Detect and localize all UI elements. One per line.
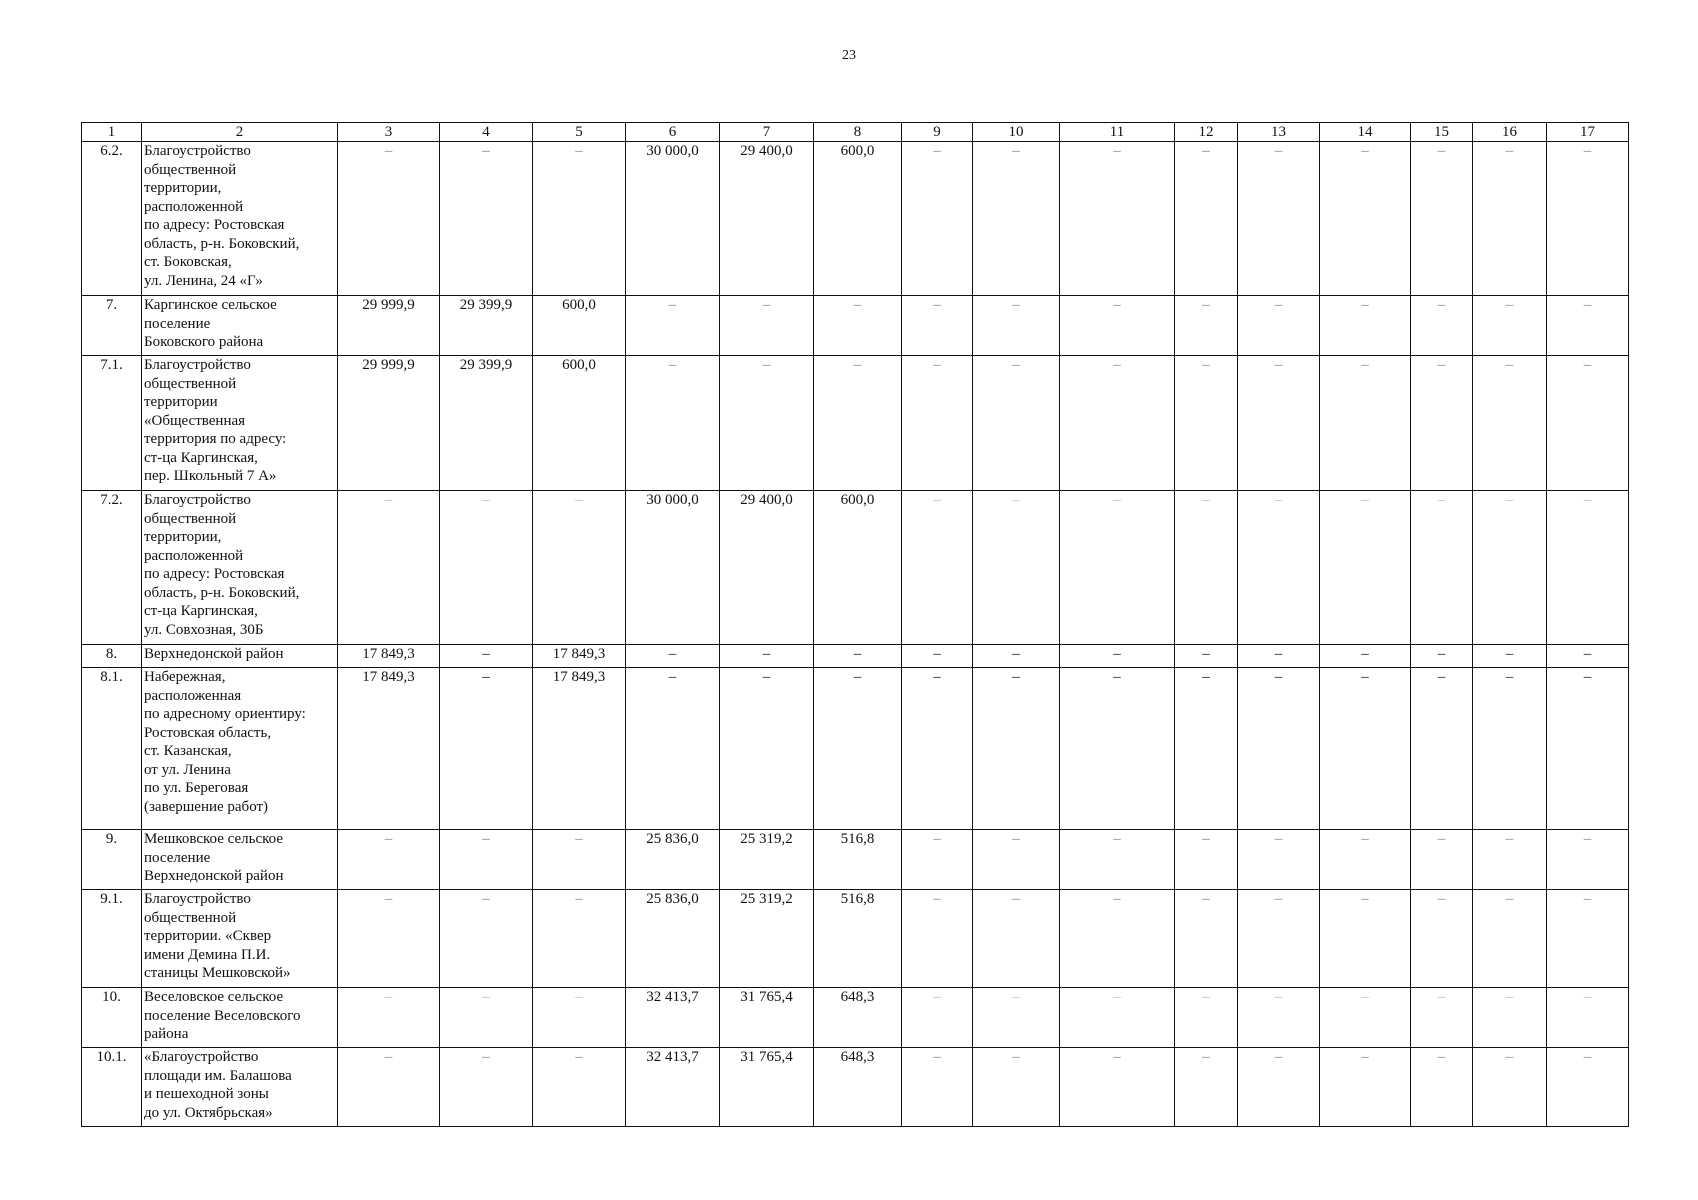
value-cell: –: [720, 296, 814, 356]
value-cell: –: [1320, 830, 1411, 890]
value-cell: –: [533, 142, 626, 296]
row-number-cell: 10.1.: [82, 1048, 142, 1127]
value-cell: –: [973, 491, 1060, 645]
table-row: [82, 830, 1629, 890]
table-body: [82, 142, 1629, 1127]
value-cell: –: [533, 830, 626, 890]
value-cell: –: [720, 668, 814, 830]
value-cell: –: [1411, 491, 1473, 645]
value-cell: 29 399,9: [440, 356, 533, 491]
value-cell: –: [626, 296, 720, 356]
value-cell: 648,3: [814, 988, 902, 1048]
value-cell: –: [973, 142, 1060, 296]
row-number-cell: 8.1.: [82, 668, 142, 830]
object-name-cell: Набережная, расположенная по адресному ориентиру: Ростовская область, ст. Казанская, от ул. Ленина по ул. Береговая (завершение работ): [142, 668, 338, 830]
value-cell: –: [440, 890, 533, 988]
value-cell: –: [902, 142, 973, 296]
value-cell: –: [1473, 491, 1547, 645]
value-cell: –: [1547, 142, 1629, 296]
value-cell: –: [1175, 1048, 1238, 1127]
column-header: 9: [902, 123, 973, 142]
row-number-cell: 6.2.: [82, 142, 142, 296]
value-cell: 25 836,0: [626, 890, 720, 988]
value-cell: –: [1411, 356, 1473, 491]
value-cell: –: [814, 668, 902, 830]
column-header: 17: [1547, 123, 1629, 142]
table-row: [82, 668, 1629, 830]
value-cell: –: [1238, 356, 1320, 491]
object-name-cell: «Благоустройство площади им. Балашова и пешеходной зоны до ул. Октябрьская»: [142, 1048, 338, 1127]
value-cell: 17 849,3: [533, 668, 626, 830]
value-cell: –: [1238, 491, 1320, 645]
value-cell: –: [1060, 830, 1175, 890]
value-cell: –: [1175, 491, 1238, 645]
value-cell: –: [533, 890, 626, 988]
value-cell: –: [1238, 142, 1320, 296]
value-cell: –: [1547, 890, 1629, 988]
table-row: [82, 142, 1629, 296]
value-cell: –: [1547, 988, 1629, 1048]
value-cell: –: [1238, 668, 1320, 830]
column-header: 4: [440, 123, 533, 142]
column-header: 3: [338, 123, 440, 142]
table-row: [82, 1048, 1629, 1127]
value-cell: –: [1320, 645, 1411, 668]
value-cell: –: [1238, 1048, 1320, 1127]
value-cell: 600,0: [814, 142, 902, 296]
value-cell: –: [1175, 830, 1238, 890]
value-cell: 17 849,3: [533, 645, 626, 668]
value-cell: –: [338, 830, 440, 890]
value-cell: –: [1238, 645, 1320, 668]
value-cell: –: [1411, 296, 1473, 356]
row-number-cell: 7.: [82, 296, 142, 356]
value-cell: –: [973, 890, 1060, 988]
value-cell: –: [973, 668, 1060, 830]
value-cell: –: [902, 988, 973, 1048]
value-cell: –: [338, 890, 440, 988]
table-row: [82, 296, 1629, 356]
value-cell: –: [626, 668, 720, 830]
object-name-cell: Каргинское сельское поселение Боковского района: [142, 296, 338, 356]
value-cell: –: [1175, 296, 1238, 356]
value-cell: –: [1547, 1048, 1629, 1127]
value-cell: –: [1320, 1048, 1411, 1127]
value-cell: –: [1060, 491, 1175, 645]
object-name-cell: Верхнедонской район: [142, 645, 338, 668]
value-cell: –: [338, 988, 440, 1048]
row-number-cell: 7.1.: [82, 356, 142, 491]
value-cell: –: [1473, 296, 1547, 356]
row-number-cell: 7.2.: [82, 491, 142, 645]
value-cell: –: [973, 645, 1060, 668]
column-header: 16: [1473, 123, 1547, 142]
value-cell: –: [1473, 890, 1547, 988]
value-cell: –: [814, 645, 902, 668]
value-cell: –: [440, 491, 533, 645]
value-cell: 29 999,9: [338, 356, 440, 491]
value-cell: 29 399,9: [440, 296, 533, 356]
value-cell: 516,8: [814, 830, 902, 890]
value-cell: 600,0: [533, 296, 626, 356]
value-cell: –: [1473, 668, 1547, 830]
value-cell: –: [1175, 356, 1238, 491]
value-cell: –: [1547, 645, 1629, 668]
value-cell: –: [902, 296, 973, 356]
value-cell: 600,0: [814, 491, 902, 645]
value-cell: –: [1547, 356, 1629, 491]
table-row: [82, 356, 1629, 491]
column-header: 15: [1411, 123, 1473, 142]
value-cell: –: [440, 142, 533, 296]
value-cell: –: [1473, 1048, 1547, 1127]
value-cell: –: [626, 645, 720, 668]
value-cell: 32 413,7: [626, 1048, 720, 1127]
object-name-cell: Веселовское сельское поселение Веселовского района: [142, 988, 338, 1048]
row-number-cell: 9.: [82, 830, 142, 890]
value-cell: 600,0: [533, 356, 626, 491]
page-number: 23: [842, 48, 856, 63]
column-header: 2: [142, 123, 338, 142]
value-cell: –: [902, 491, 973, 645]
value-cell: –: [338, 142, 440, 296]
object-name-cell: Мешковское сельское поселение Верхнедонской район: [142, 830, 338, 890]
value-cell: 29 999,9: [338, 296, 440, 356]
value-cell: –: [533, 1048, 626, 1127]
table-row: [82, 890, 1629, 988]
value-cell: –: [1060, 1048, 1175, 1127]
object-name-cell: Благоустройство общественной территории. «Сквер имени Демина П.И. станицы Мешковской»: [142, 890, 338, 988]
value-cell: –: [1060, 890, 1175, 988]
value-cell: –: [1175, 645, 1238, 668]
column-header: 14: [1320, 123, 1411, 142]
value-cell: 29 400,0: [720, 142, 814, 296]
table-row: [82, 988, 1629, 1048]
object-name-cell: Благоустройство общественной территории, расположенной по адресу: Ростовская область, р-н. Боковский, ст. Боковская, ул. Ленина, 24 «Г»: [142, 142, 338, 296]
value-cell: –: [1060, 668, 1175, 830]
value-cell: –: [1060, 356, 1175, 491]
value-cell: –: [1320, 668, 1411, 830]
column-header: 6: [626, 123, 720, 142]
value-cell: –: [1060, 142, 1175, 296]
value-cell: 31 765,4: [720, 988, 814, 1048]
value-cell: –: [338, 1048, 440, 1127]
value-cell: 30 000,0: [626, 491, 720, 645]
column-header: 8: [814, 123, 902, 142]
object-name-cell: Благоустройство общественной территории, расположенной по адресу: Ростовская область, р-н. Боковский, ст-ца Каргинская, ул. Совхозная, 30Б: [142, 491, 338, 645]
value-cell: –: [1238, 296, 1320, 356]
value-cell: –: [720, 645, 814, 668]
value-cell: –: [1473, 645, 1547, 668]
value-cell: –: [720, 356, 814, 491]
column-header: 13: [1238, 123, 1320, 142]
value-cell: –: [1547, 296, 1629, 356]
value-cell: 25 836,0: [626, 830, 720, 890]
value-cell: –: [1320, 142, 1411, 296]
value-cell: –: [1411, 1048, 1473, 1127]
column-header: 1: [82, 123, 142, 142]
value-cell: –: [973, 1048, 1060, 1127]
value-cell: 648,3: [814, 1048, 902, 1127]
object-name-cell: Благоустройство общественной территории «Общественная территория по адресу: ст-ца Каргинская, пер. Школьный 7 А»: [142, 356, 338, 491]
value-cell: 17 849,3: [338, 668, 440, 830]
table-row: [82, 645, 1629, 668]
value-cell: –: [533, 491, 626, 645]
column-number-row: [82, 123, 1629, 142]
value-cell: –: [1320, 296, 1411, 356]
value-cell: –: [1238, 830, 1320, 890]
value-cell: –: [1060, 988, 1175, 1048]
value-cell: –: [902, 890, 973, 988]
value-cell: –: [1411, 830, 1473, 890]
row-number-cell: 8.: [82, 645, 142, 668]
value-cell: –: [973, 988, 1060, 1048]
value-cell: –: [1411, 890, 1473, 988]
value-cell: 516,8: [814, 890, 902, 988]
value-cell: –: [440, 645, 533, 668]
value-cell: –: [1473, 142, 1547, 296]
table-row: [82, 491, 1629, 645]
value-cell: –: [1411, 645, 1473, 668]
value-cell: –: [1411, 142, 1473, 296]
value-cell: –: [1411, 988, 1473, 1048]
value-cell: –: [1175, 668, 1238, 830]
value-cell: –: [902, 668, 973, 830]
value-cell: –: [1320, 890, 1411, 988]
value-cell: 29 400,0: [720, 491, 814, 645]
value-cell: –: [1060, 296, 1175, 356]
value-cell: –: [902, 356, 973, 491]
value-cell: –: [1473, 830, 1547, 890]
column-header: 7: [720, 123, 814, 142]
value-cell: –: [626, 356, 720, 491]
value-cell: –: [1547, 668, 1629, 830]
value-cell: 17 849,3: [338, 645, 440, 668]
column-header: 5: [533, 123, 626, 142]
value-cell: 31 765,4: [720, 1048, 814, 1127]
value-cell: 25 319,2: [720, 830, 814, 890]
value-cell: –: [1547, 491, 1629, 645]
value-cell: –: [1320, 491, 1411, 645]
value-cell: –: [973, 830, 1060, 890]
value-cell: –: [440, 830, 533, 890]
value-cell: –: [1547, 830, 1629, 890]
value-cell: –: [902, 645, 973, 668]
value-cell: –: [1320, 356, 1411, 491]
value-cell: –: [973, 356, 1060, 491]
value-cell: –: [1175, 988, 1238, 1048]
row-number-cell: 9.1.: [82, 890, 142, 988]
value-cell: –: [440, 668, 533, 830]
value-cell: –: [440, 1048, 533, 1127]
value-cell: 32 413,7: [626, 988, 720, 1048]
value-cell: –: [1473, 988, 1547, 1048]
value-cell: –: [973, 296, 1060, 356]
value-cell: 30 000,0: [626, 142, 720, 296]
value-cell: –: [440, 988, 533, 1048]
value-cell: –: [1060, 645, 1175, 668]
value-cell: –: [1175, 890, 1238, 988]
value-cell: –: [1238, 890, 1320, 988]
value-cell: –: [1320, 988, 1411, 1048]
value-cell: –: [1473, 356, 1547, 491]
column-header: 11: [1060, 123, 1175, 142]
row-number-cell: 10.: [82, 988, 142, 1048]
value-cell: –: [533, 988, 626, 1048]
value-cell: –: [814, 296, 902, 356]
value-cell: –: [338, 491, 440, 645]
value-cell: –: [902, 1048, 973, 1127]
value-cell: –: [1411, 668, 1473, 830]
value-cell: –: [1238, 988, 1320, 1048]
budget-table: [81, 122, 1629, 1127]
value-cell: 25 319,2: [720, 890, 814, 988]
value-cell: –: [814, 356, 902, 491]
column-header: 10: [973, 123, 1060, 142]
column-header: 12: [1175, 123, 1238, 142]
value-cell: –: [1175, 142, 1238, 296]
value-cell: –: [902, 830, 973, 890]
